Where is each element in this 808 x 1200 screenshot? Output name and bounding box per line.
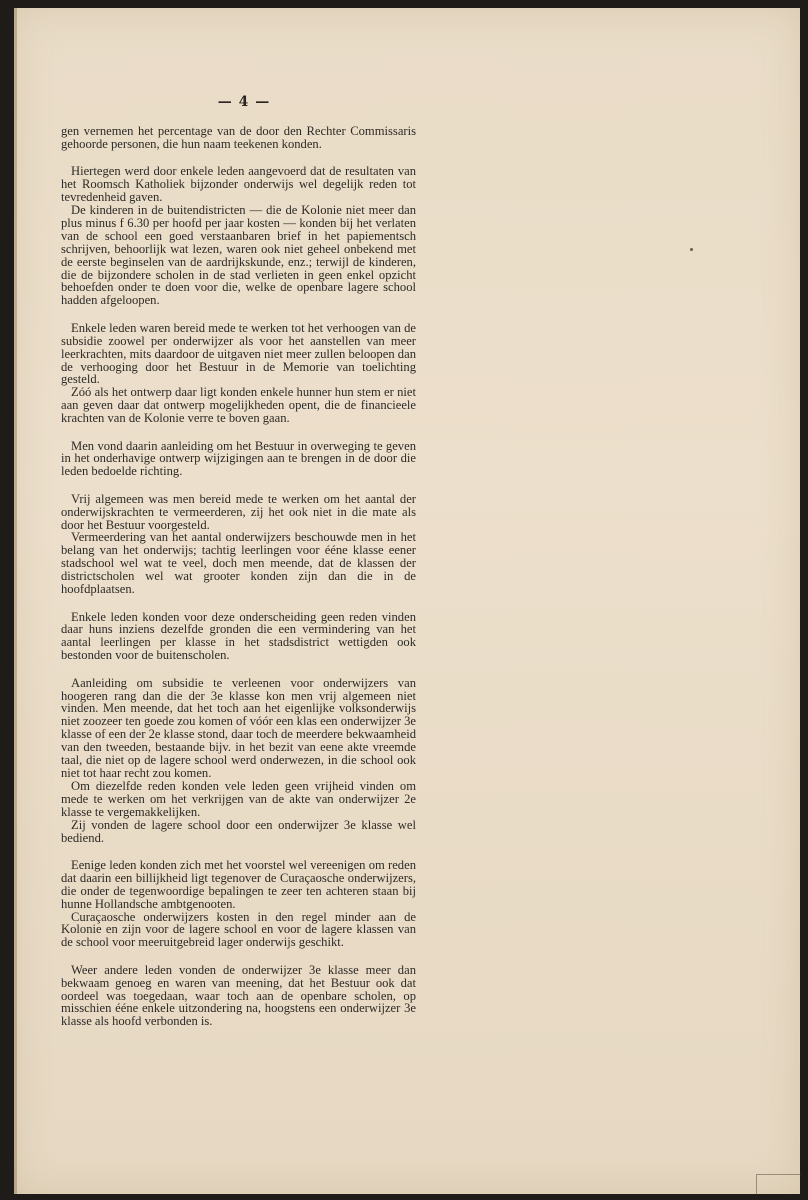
body-paragraph: gen vernemen het percentage van de door den Rechter Commissaris gehoorde personen, die hun naam teekenen konden. <box>61 124 416 151</box>
body-paragraph: Hiertegen werd door enkele leden aangevoerd dat de resultaten van het Roomsch Katholiek bijzonder onderwijs wel degelijk reden tot tevredenheid gaven. <box>61 164 416 205</box>
body-paragraph: Om diezelfde reden konden vele leden geen vrijheid vinden om mede te werken om het verkrijgen van de akte van onderwijzer 2e klasse te vergemakkelijken. <box>61 778 416 819</box>
body-paragraph: Vermeerdering van het aantal onderwijzers beschouwde men in het belang van het onderwijs; tachtig leerlingen voor ééne klasse eener stadschool wel wat te veel, doch men meende, dat de klassen der districtscholen wel wat grooter konden zijn dan die in de hoofdplaatsen. <box>61 530 416 597</box>
document-page <box>14 8 800 1194</box>
body-paragraph: Enkele leden konden voor deze onderscheiding geen reden vinden daar huns inziens dezelfde gronden die een vermindering van het aantal leerlingen per klasse in het stadsdistrict wettigden ook bestonden voor de buitenscholen. <box>61 609 416 663</box>
body-paragraph: Vrij algemeen was men bereid mede te werken om het aantal der onderwijskrachten te vermeerderen, zij het ook niet in die mate als door het Bestuur voorgesteld. <box>61 491 416 532</box>
paper-speck <box>690 248 693 251</box>
page-number: — 4 — <box>217 94 271 110</box>
body-paragraph: Zóó als het ontwerp daar ligt konden enkele hunner hun stem er niet aan geven daar dat ontwerp mogelijkheden opent, die de financieele krachten van de Kolonie verre te boven gaan. <box>61 385 416 426</box>
body-paragraph: Zij vonden de lagere school door een onderwijzer 3e klasse wel bediend. <box>61 817 416 845</box>
text-column <box>61 125 416 1028</box>
body-paragraph: Weer andere leden vonden de onderwijzer 3e klasse meer dan bekwaam genoeg en waren van meening, dat het Bestuur ook dat oordeel was toegedaan, waar toch aan de openbare scholen, op misschien ééne enkele uitzondering na, hoogstens een onderwijzer 3e klasse als hoofd verbonden is. <box>61 962 416 1029</box>
body-paragraph: Men vond daarin aanleiding om het Bestuur in overweging te geven in het onderhavige ontwerp wijzigingen aan te brengen in de door die leden bedoelde richting. <box>61 438 416 479</box>
body-paragraph: De kinderen in de buitendistricten — die de Kolonie niet meer dan plus minus f 6.30 per hoofd per jaar kosten — konden bij het verlaten van de school een goed verstaanbaren brief in het papiementsch schrijven, behoorlijk wat lezen, waren ook niet geheel onbekend met de eerste beginselen van de aardrijkskunde, enz.; terwijl de kinderen, die de bijzondere scholen in de stad verlieten in geen enkel opzicht behoefden onder te doen voor die, welke de openbare lagere school hadden afgeloopen. <box>61 203 416 308</box>
body-paragraph: Eenige leden konden zich met het voorstel wel vereenigen om reden dat daarin een billijkheid ligt tegenover de Curaçaosche onderwijzers, die onder de tegenwoordige bepalingen te zeer ten achteren staan bij hunne Hollandsche ambtgenooten. <box>61 857 416 911</box>
body-paragraph: Aanleiding om subsidie te verleenen voor onderwijzers van hoogeren rang dan die der 3e klasse kon men vrij algemeen niet vinden. Men meende, dat het toch aan het eigenlijke volksonderwijs niet zoozeer ten goede zou komen of vóór een klas een onderwijzer 3e klasse of een der 2e klasse stond, daar toch de meerdere bekwaamheid van den tweeden, bestaande bijv. in het bezit van eene akte vreemde taal, die niet op de lagere school werd onderwezen, in die school ook niet tot haar recht zou komen. <box>61 675 416 780</box>
scan-edge-mark <box>756 1174 801 1195</box>
body-paragraph: Curaçaosche onderwijzers kosten in den regel minder aan de Kolonie en zijn voor de lagere school en voor de lagere klassen van de school voor meeruitgebreid lager onderwijs geschikt. <box>61 909 416 950</box>
body-paragraph: Enkele leden waren bereid mede te werken tot het verhoogen van de subsidie zoowel per onderwijzer als voor het aanstellen van meer leerkrachten, mits daardoor de uitgaven niet meer zullen beloopen dan de verhooging door het Bestuur in de Memorie van toelichting gesteld. <box>61 320 416 387</box>
